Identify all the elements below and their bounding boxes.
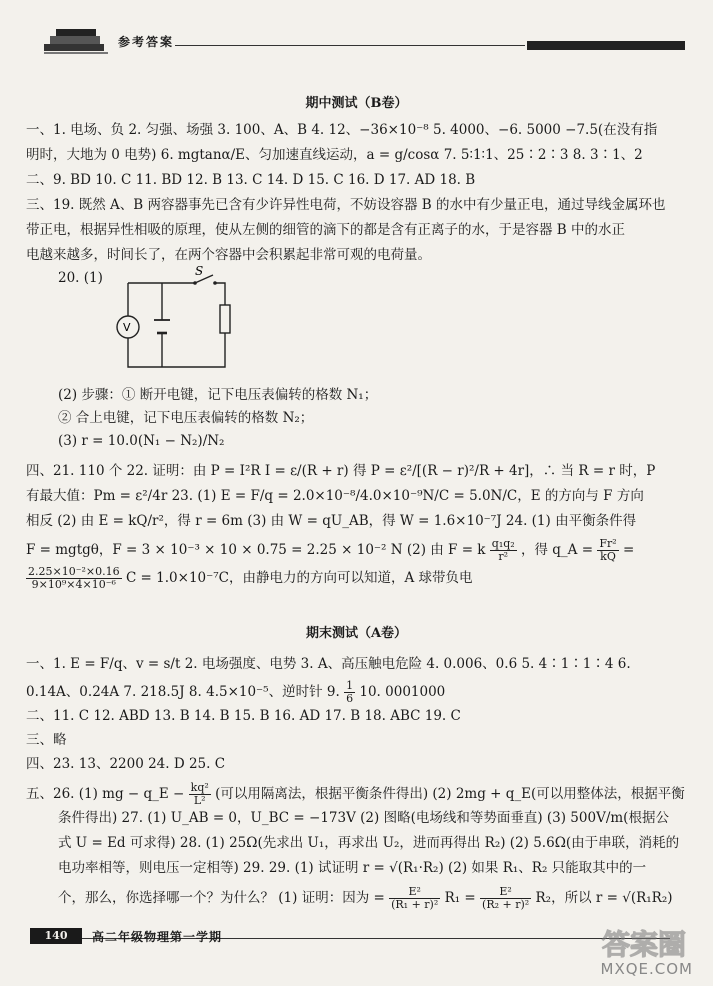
fraction-den: kQ	[600, 550, 616, 563]
final-line-3: 二、11. C 12. ABD 13. B 14. B 15. B 16. AD 17. B 18. ABC 19. C	[26, 708, 461, 724]
mid-line-15-text: C = 1.0×10⁻⁷C，由静电力的方向可以知道，A 球带负电	[125, 570, 473, 586]
fraction	[344, 680, 355, 705]
fraction-den: (R₂ + r)²	[482, 898, 530, 911]
mid-line-14-b: ，得 q_A =	[521, 542, 594, 558]
mid-line-6: 电越来越多，时间长了，在两个容器中会积累起非常可观的电荷量。	[26, 247, 431, 263]
fraction-num: E²	[480, 886, 531, 899]
fraction-num: 2.25×10⁻²×0.16	[28, 565, 120, 578]
fraction	[189, 782, 211, 807]
mid-line-1: 一、1. 电场、负 2. 匀强、场强 3. 100、A、B 4. 12、−36×10⁻⁸ 5. 4000、−6. 5000 −7.5(在没有指	[26, 122, 658, 138]
final-line-2	[26, 680, 445, 705]
page-header	[0, 0, 713, 70]
fraction-den: (R₁ + r)²	[391, 898, 439, 911]
mid-line-12: 有最大值：Pm = ε²/4r 23. (1) E = F/q = 2.0×10⁻⁸/4.0×10⁻⁹N/C = 5.0N/C，E 的方向与 F 方向	[26, 488, 644, 504]
fraction	[480, 886, 531, 911]
mid-line-11: 四、21. 110 个 22. 证明：由 P = I²R I = ε/(R + r) 得 P = ε²/[(R − r)²/R + 4r]，∴ 当 R = r 时，P	[26, 463, 656, 479]
final-line-6-b: (可以用隔离法，根据平衡条件得出) (2) 2mg + q_E(可以用整体法，根据平衡	[215, 786, 685, 802]
final-line-8: 式 U = Ed 可求得) 28. (1) 25Ω(先求出 U₁，再求出 U₂，进而再得出 R₂) (2) 5.6Ω(由于串联，消耗的	[58, 835, 680, 851]
mid-line-7: 20. (1)	[58, 270, 103, 286]
fraction	[26, 566, 122, 591]
mid-line-4: 三、19. 既然 A、B 两容器事先已含有少许异性电荷，不妨设容器 B 的水中有少量正电，通过导线金属环也	[26, 197, 666, 213]
section-title-midterm: 期中测试（B卷）	[305, 96, 408, 111]
final-line-6	[26, 782, 685, 807]
final-line-7: 条件得出) 27. (1) U_AB = 0，U_BC = −173V (2) 图略(电场线和等势面垂直) (3) 500V/m(根据公	[58, 810, 669, 826]
fraction-num: q₁q₂	[491, 537, 515, 550]
fraction	[597, 538, 618, 563]
switch-label: S	[195, 265, 204, 278]
fraction-den: r²	[498, 550, 509, 563]
mid-line-13: 相反 (2) 由 E = kQ/r²，得 r = 6m (3) 由 W = qU_AB，得 W = 1.6×10⁻⁷J 24. (1) 由平衡条件得	[26, 513, 637, 529]
watermark-text: 答案圈	[602, 928, 687, 961]
fraction	[490, 538, 517, 563]
mid-line-8: (2) 步骤：① 断开电键，记下电压表偏转的格数 N₁；	[58, 387, 378, 403]
header-bar	[527, 41, 685, 50]
header-rule	[175, 45, 525, 46]
watermark-url: MXQE.COM	[600, 960, 693, 978]
mid-line-15	[26, 566, 473, 591]
final-line-5: 四、23. 13、2200 24. D 25. C	[26, 756, 226, 772]
final-line-1: 一、1. E = F/q、v = s/t 2. 电场强度、电势 3. A、高压触电危险 4. 0.006、0.6 5. 4∶1∶1∶4 6.	[26, 656, 631, 672]
final-line-10	[58, 886, 673, 911]
mid-line-14-c: =	[622, 542, 635, 558]
fraction	[389, 886, 440, 911]
mid-line-2: 明时，大地为 0 电势) 6. mgtanα/E、匀加速直线运动，a = g/cosα 7. 5∶1∶1、25∶2∶3 8. 3∶1、2	[26, 147, 643, 163]
section-title-final: 期末测试（A卷）	[305, 626, 408, 641]
fraction-den: 6	[346, 692, 354, 705]
circuit-diagram	[100, 265, 250, 375]
mid-line-3: 二、9. BD 10. C 11. BD 12. B 13. C 14. D 15. C 16. D 17. AD 18. B	[26, 172, 476, 188]
mid-line-10: (3) r = 10.0(N₁ − N₂)/N₂	[58, 433, 225, 449]
fraction-num: 1	[346, 679, 354, 692]
fraction-den: L²	[193, 794, 206, 807]
final-line-10-b: R₁ =	[444, 890, 476, 906]
final-line-10-a: 个，那么，你选择哪一个？为什么？ (1) 证明：因为 =	[58, 890, 385, 906]
fraction-num: E²	[389, 886, 440, 899]
mid-line-5: 带正电，根据异性相吸的原理，使从左侧的细管的滴下的都是含有正离子的水，于是容器 B 中的水正	[26, 222, 626, 238]
fraction-num: Fr²	[599, 537, 617, 550]
footer-title: 高二年级物理第一学期	[92, 930, 223, 944]
final-line-4: 三、略	[26, 732, 67, 748]
header-title: 参考答案	[118, 35, 175, 49]
voltmeter-label: V	[123, 321, 131, 334]
final-line-2-a: 0.14A、0.24A 7. 218.5J 8. 4.5×10⁻⁵、逆时针 9.	[26, 684, 340, 700]
books-logo-icon	[40, 26, 110, 56]
mid-line-9: ② 合上电键，记下电压表偏转的格数 N₂；	[58, 410, 314, 426]
fraction-num: kq²	[190, 781, 209, 794]
page-number: 140	[30, 928, 82, 944]
final-line-2-b: 10. 0001000	[359, 684, 446, 700]
mid-line-14-a: F = mgtgθ，F = 3 × 10⁻³ × 10 × 0.75 = 2.25 × 10⁻² N (2) 由 F = k	[26, 542, 486, 558]
mid-line-14	[26, 538, 634, 563]
final-line-9: 电功率相等，则电压一定相等) 29. 29. (1) 试证明 r = √(R₁·R₂) (2) 如果 R₁、R₂ 只能取其中的一	[58, 860, 647, 876]
fraction-den: 9×10⁹×4×10⁻⁶	[31, 578, 116, 591]
final-line-10-c: R₂，所以 r = √(R₁R₂)	[535, 890, 673, 906]
final-line-6-a: 五、26. (1) mg − q_E −	[26, 786, 185, 802]
